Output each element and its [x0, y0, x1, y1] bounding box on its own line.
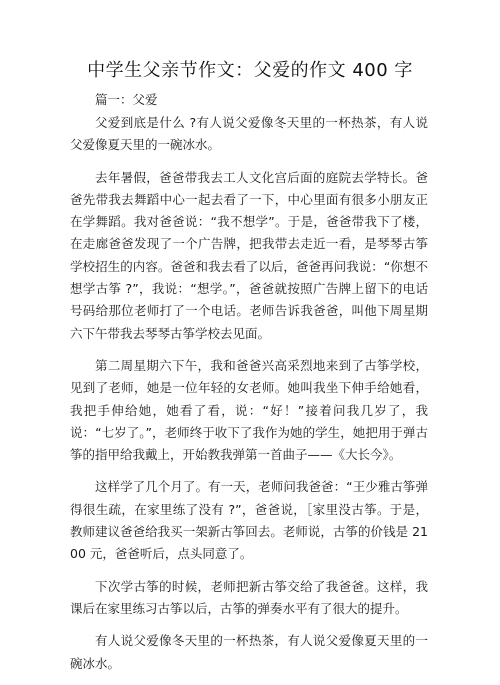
paragraph: 这样学了几个月了。有一天，老师问我爸爸：“王少雅古筝弹得很生疏，在家里练了没有 ?”，爸爸说，［家里没古筝。于是，教师建议爸爸给我买一架新古筝回去。老师说，古筝的价钱是 2100 元，爸爸听后，点头同意了。	[70, 479, 428, 562]
paragraph: 第二周星期六下午，我和爸爸兴高采烈地来到了古筝学校，见到了老师，她是一位年轻的女老师。她叫我坐下伸手给她看，我把手伸给她，她看了看，说：“好！”接着问我几岁了，我说：“七岁了。”，老师终于收下了我作为她的学生，她把用于弹古筝的指甲给我戴上，开始教我弹第一首曲子——《大长今》。	[70, 357, 428, 463]
paragraph: 有人说父爱像冬天里的一杯热茶，有人说父爱像夏天里的一碗冰水。	[70, 633, 428, 671]
paragraph: 下次学古筝的时候，老师把新古筝交给了我爸爸。这样，我课后在家里练习古筝以后，古筝的弹奏水平有了很大的提升。	[70, 578, 428, 616]
document-body	[70, 112, 428, 685]
section-heading: 篇一：父爱	[95, 92, 158, 107]
paragraph: 父爱到底是什么 ?有人说父爱像冬天里的一杯热茶，有人说父爱像夏天里的一碗冰水。	[70, 115, 428, 153]
document-title: 中学生父亲节作文：父爱的作文 400 字	[87, 60, 413, 81]
paragraph: 去年暑假，爸爸带我去工人文化宫后面的庭院去学特长。爸爸先带我去舞蹈中心一起去看了一下，中心里面有很多小朋友正在学舞蹈。我对爸爸说：“我不想学”。于是，爸爸带我下了楼，在走廊爸爸发现了一个广告牌，把我带去走近一看，是琴琴古筝学校招生的内容。爸爸和我去看了以后，爸爸再问我说：“你想不想学古筝 ?”，我说：“想学。”，爸爸就按照广告牌上留下的电话号码给那位老师打了一个电话。老师告诉我爸爸，叫他下周星期六下午带我去琴琴古筝学校去见面。	[70, 169, 428, 341]
